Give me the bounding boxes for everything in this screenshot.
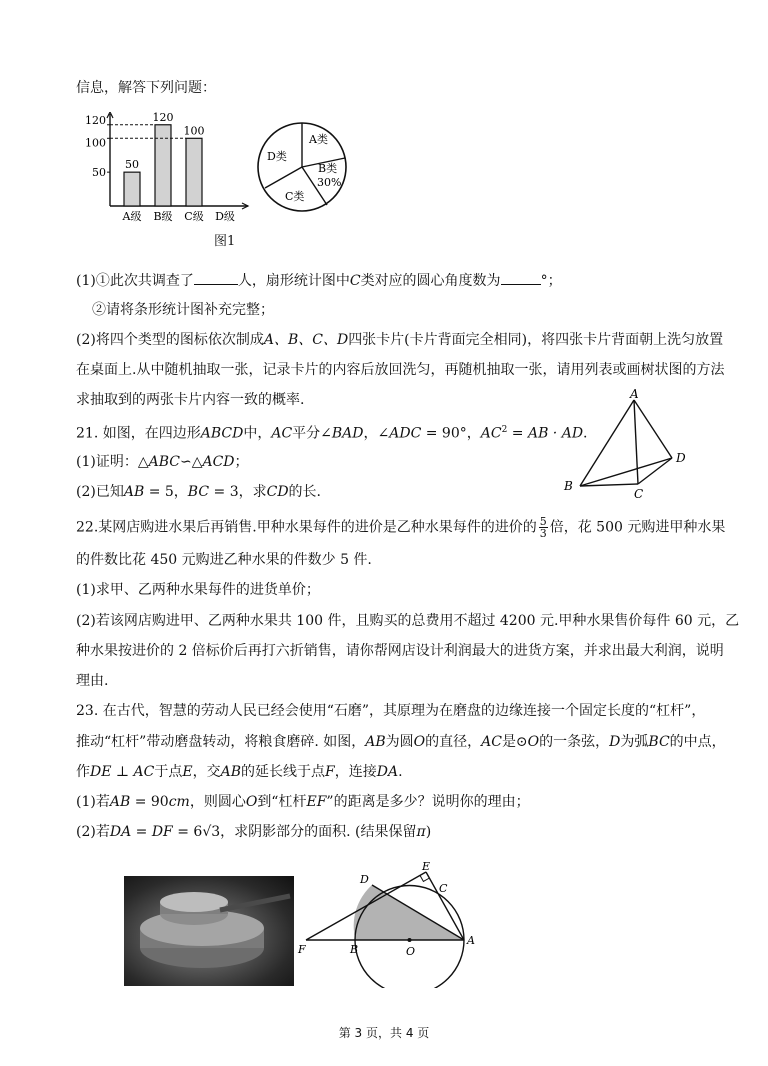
q23-part1: (1)若AB = 90cm，则圆心O到“杠杆EF”的距离是多少？说明你的理由；: [76, 794, 530, 810]
q21-part2: (2)已知AB = 5，BC = 3，求CD的长.: [76, 484, 321, 500]
shaded-region: [354, 885, 464, 940]
answer-blank-1: [194, 270, 238, 285]
q21-label-d: D: [676, 451, 686, 465]
q23-stem-line2: 推动“杠杆”带动磨盘转动，将粮食磨碎. 如图，AB为圆O的直径，AC是⊙O的一条弦，D为弧BC的中点，: [76, 734, 726, 750]
x-tick-label-0: A级: [122, 210, 142, 223]
x-tick-label-1: B级: [153, 210, 173, 223]
q21-label-b: B: [564, 479, 573, 493]
q21-label-a: A: [630, 387, 639, 401]
pie-chart: [255, 120, 355, 220]
q21-stem: 21. 如图，在四边形ABCD中，AC平分∠BAD，∠ADC = 90°，$AC^2$ = AB · AD.: [76, 425, 588, 442]
x-tick-label-3: D级: [215, 210, 235, 223]
bar-value-label-1: 120: [152, 112, 174, 124]
pie-divider-da: [265, 167, 302, 188]
y-tick-label-2: 50: [92, 166, 106, 180]
pie-label-c: C类: [285, 190, 305, 203]
q21-part1: (1)证明：△ABC∽△ACD；: [76, 454, 249, 470]
pie-label-a: A类: [309, 133, 328, 146]
q23-label-e: E: [422, 860, 431, 873]
q20-part2-line2: 在桌面上.从中随机抽取一张，记录卡片的内容后放回洗匀，再随机抽取一张，请用列表或画树状图的方法: [76, 362, 725, 378]
q23-label-d: D: [360, 873, 369, 886]
q22-part2: (2)若该网店购进甲、乙两种水果共 100 件，且购买的总费用不超过 4200 元.甲种水果售价每件 60 元，乙: [76, 613, 740, 629]
stone-mill-photo: [124, 876, 294, 986]
pie-label-b-percent: 30%: [317, 176, 342, 189]
y-tick-label-0: 120: [85, 113, 106, 127]
page-footer: 第 3 页，共 4 页: [338, 1026, 430, 1040]
q21-figure: [556, 386, 696, 506]
bar-value-label-2: 100: [183, 124, 205, 138]
fraction-5-3: $\frac{5}{3}$: [539, 515, 547, 540]
q20-part1: (1)①此次共调查了 人，扇形统计图中C类对应的圆心角度数为 °；: [76, 270, 562, 291]
bar-2: [186, 138, 202, 206]
q20-part2-line3: 求抽取到的两张卡片内容一致的概率.: [76, 392, 305, 408]
q22-part1: (1)求甲、乙两种水果每件的进货单价；: [76, 582, 320, 598]
q22-stem: 22.某网店购进水果后再销售.甲种水果每件的进价是乙种水果每件的进价的 $\frac{5}{3}$ 倍，花 500 元购进甲种水果: [76, 515, 726, 540]
q23-label-a: A: [467, 934, 475, 947]
q21-label-c: C: [634, 487, 644, 501]
q22-part2-line2: 种水果按进价的 2 倍标价后再打六折销售，请你帮网店设计利润最大的进货方案，并求出最大利润，说明: [76, 643, 724, 659]
answer-blank-2: [501, 270, 541, 285]
q23-stem: 23. 在古代，智慧的劳动人民已经会使用“石磨”，其原理为在磨盘的边缘连接一个固定长度的“杠杆”，: [76, 703, 706, 719]
q23-label-o: O: [406, 945, 416, 958]
q23-label-f: F: [298, 943, 306, 956]
bar-1: [155, 125, 171, 206]
q23-part2: (2)若DA = DF = 6√3，求阴影部分的面积. (结果保留π): [76, 824, 432, 840]
pie-label-d: D类: [267, 150, 287, 163]
bar-chart: [82, 112, 252, 230]
pie-label-b: B类: [318, 162, 338, 175]
x-tick-label-2: C级: [184, 210, 204, 223]
bar-0: [124, 172, 140, 206]
q23-circle-figure: [296, 858, 486, 988]
q23-label-b: B: [350, 943, 359, 956]
q20-part2: (2)将四个类型的图标依次制成A、B、C、D四张卡片(卡片背面完全相同)，将四张卡片背面朝上洗匀放置: [76, 332, 724, 348]
q22-stem-line2: 的件数比花 450 元购进乙种水果的件数少 5 件.: [76, 552, 372, 568]
q23-label-c: C: [439, 882, 448, 895]
intro-text: 信息，解答下列问题：: [76, 80, 216, 96]
q22-part2-line3: 理由.: [76, 673, 109, 689]
y-tick-label-1: 100: [85, 136, 106, 150]
bar-value-label-0: 50: [125, 158, 139, 172]
q20-part1-2: ②请将条形统计图补充完整；: [92, 302, 274, 318]
figure-caption: 图1: [214, 234, 236, 249]
q23-stem-line3: 作DE ⊥ AC于点E，交AB的延长线于点F，连接DA.: [76, 764, 403, 780]
